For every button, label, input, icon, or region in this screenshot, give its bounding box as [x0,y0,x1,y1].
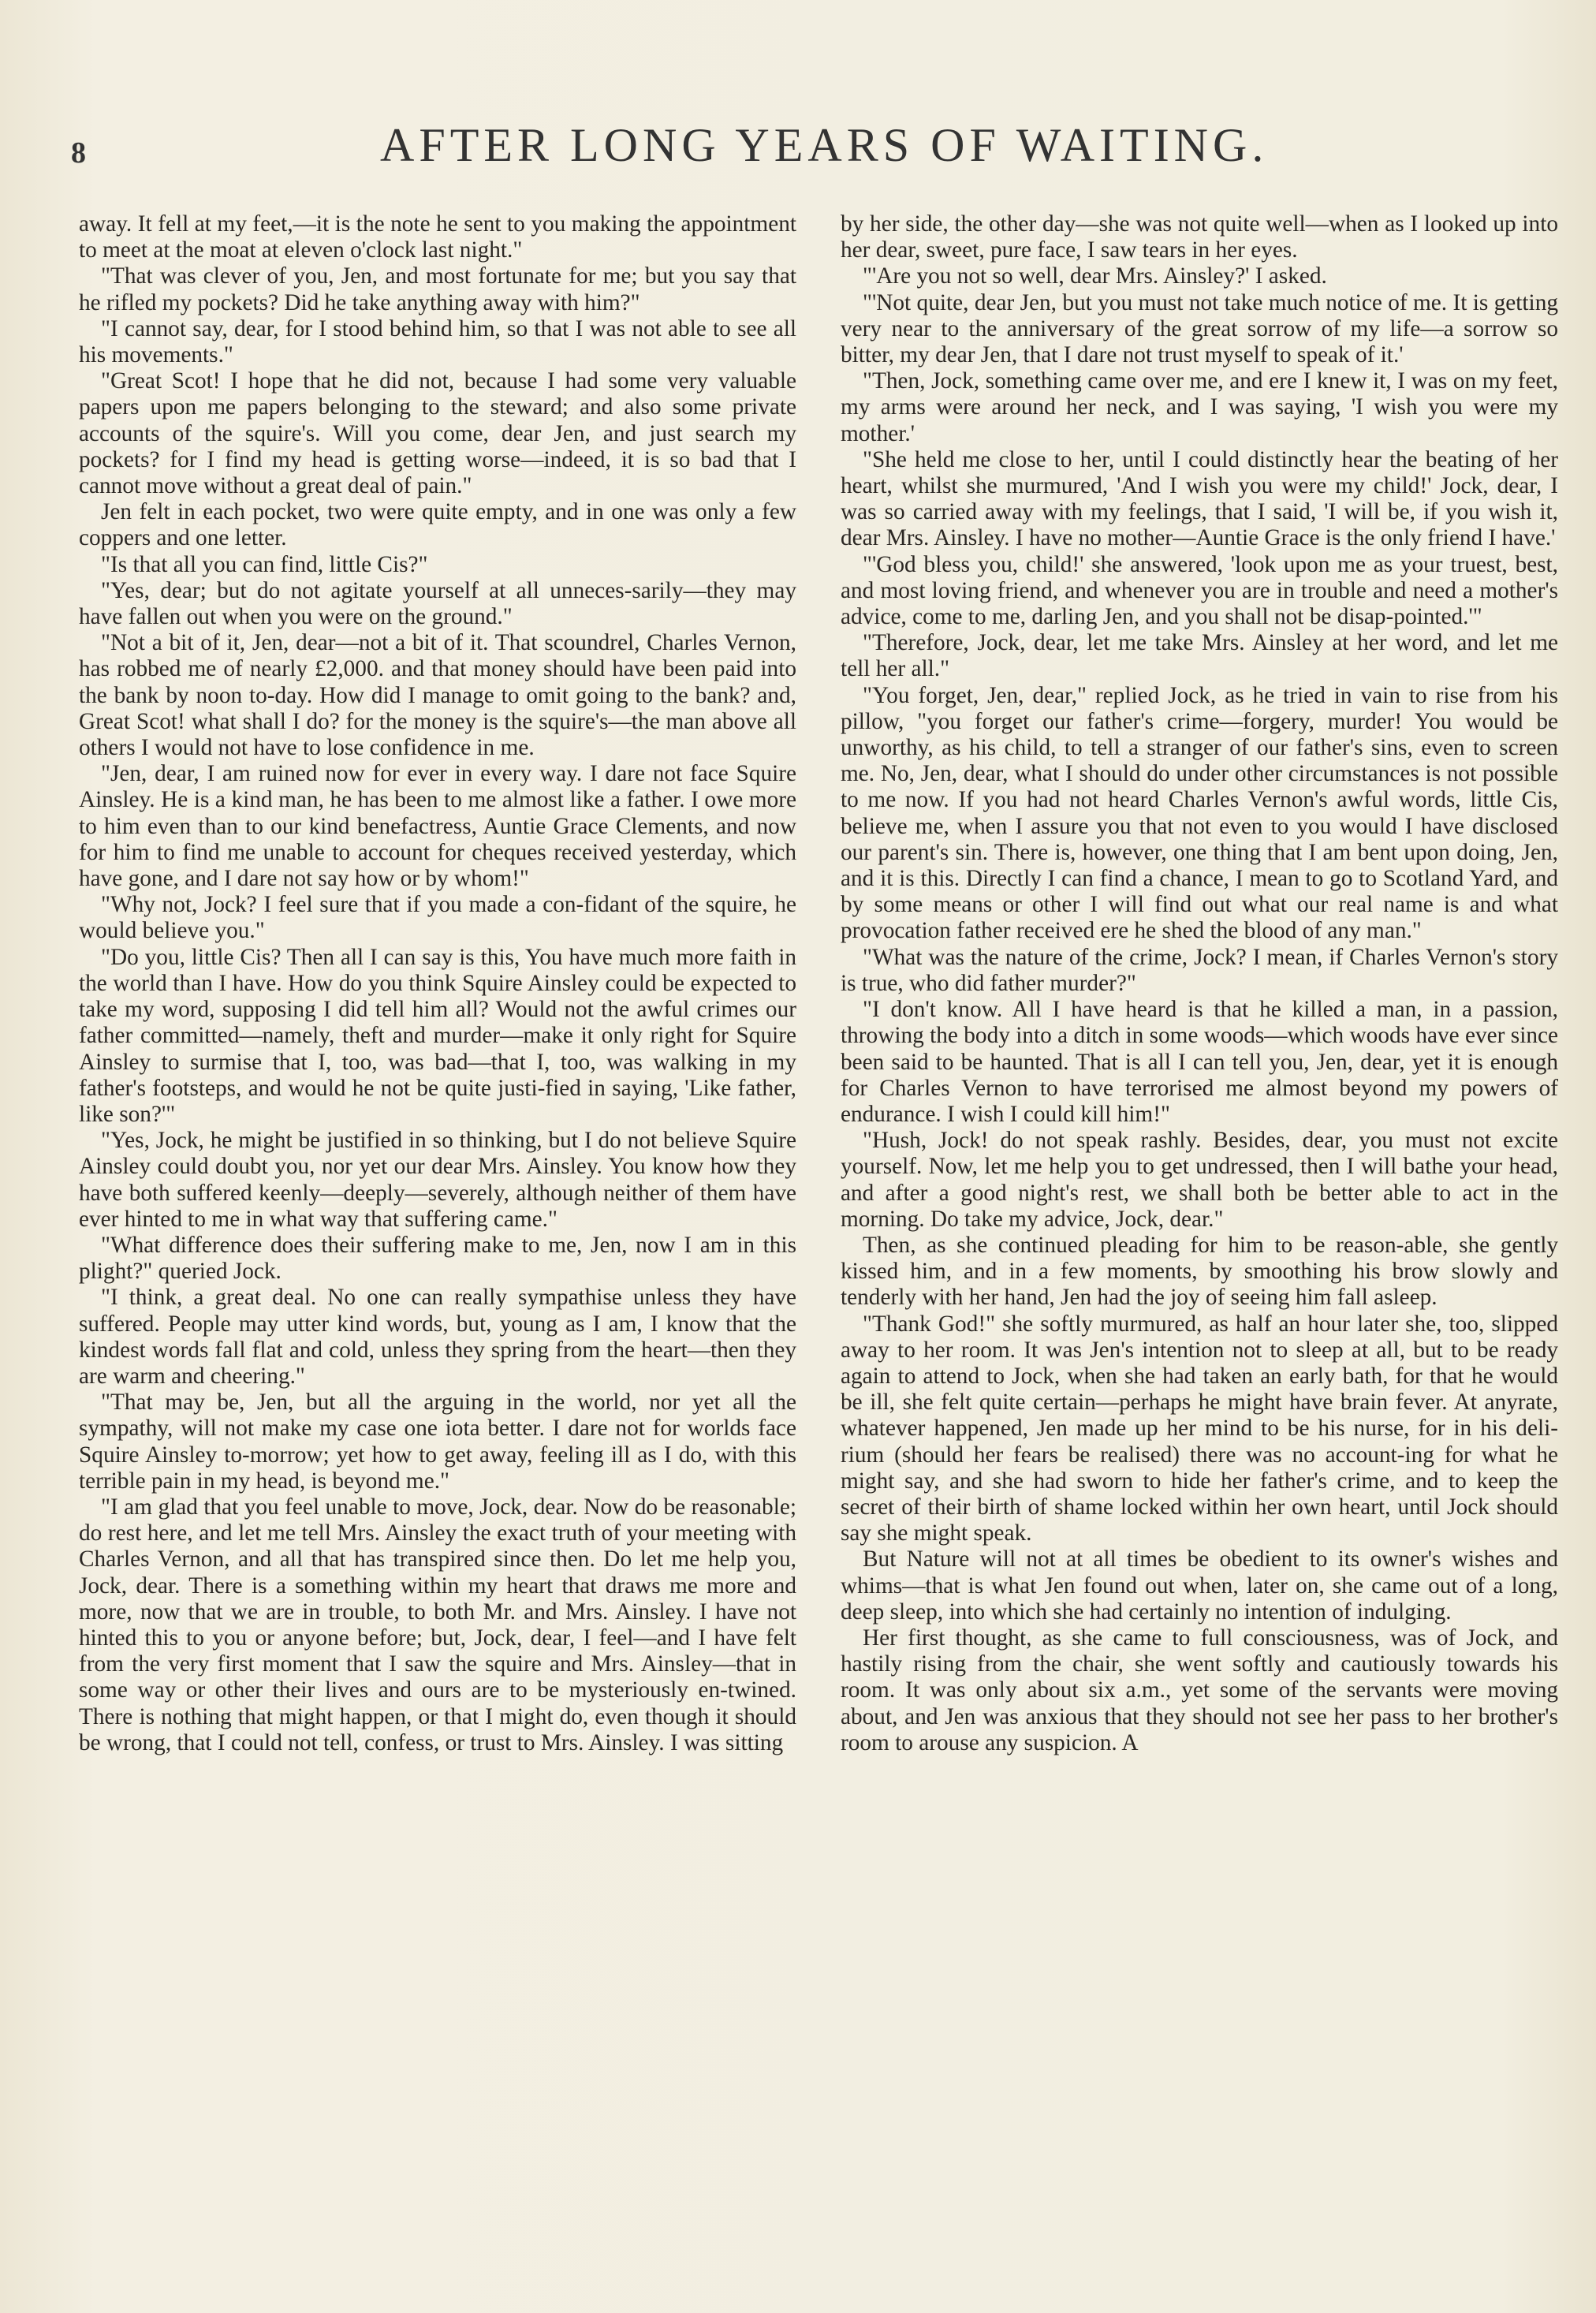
paragraph: But Nature will not at all times be obedient to its owner's wishes and whims—that is what Jen found out when, later on, she came out of a long, deep sleep, into which she had certainly no intention of indulging. [841,1546,1558,1625]
running-header [71,118,1569,181]
paragraph: "Great Scot! I hope that he did not, because I had some very valuable papers upon me papers belonging to the steward; and also some private accounts of the squire's. Will you come, dear Jen, and just search my pockets? for I find my head is getting worse—indeed, it is so bad that I cannot move without a great deal of pain." [79,368,796,499]
paragraph: "That may be, Jen, but all the arguing in the world, nor yet all the sympathy, will not make my case one iota better. I dare not for worlds face Squire Ainsley to-morrow; yet how to get away, feeling ill as I do, with this terrible pain in my head, is beyond me." [79,1390,796,1494]
paragraph: "Do you, little Cis? Then all I can say is this, You have much more faith in the world than I have. How do you think Squire Ainsley could be expected to take my word, supposing I did tell him all? Would not the awful crimes our father committed—namely, theft and murder—make it only right for Squire Ainsley to surmise that I, too, was bad—that I, too, was walking in my father's footsteps, and would he not be quite justi-fied in saying, 'Like father, like son?'" [79,944,796,1127]
paragraph: "I think, a great deal. No one can really sympathise unless they have suffered. People may utter kind words, but, young as I am, I know that the kindest words fall flat and cold, unless they spring from the heart—then they are warm and cheering." [79,1285,796,1389]
paragraph: by her side, the other day—she was not quite well—when as I looked up into her dear, sweet, pure face, I saw tears in her eyes. [841,211,1558,263]
paragraph: "'Are you not so well, dear Mrs. Ainsley?' I asked. [863,263,1327,289]
left-column [79,211,796,1756]
paragraph: "Is that all you can find, little Cis?" [101,551,428,577]
paragraph: "That was clever of you, Jen, and most fortunate for me; but you say that he rifled my pockets? Did he take anything away with him?" [79,263,796,315]
paragraph: "She held me close to her, until I could distinctly hear the beating of her heart, whilst she murmured, 'And I wish you were my child!' Jock, dear, I was so carried away with my feelings, that I said, 'I will be, if you wish it, dear Mrs. Ainsley. I have no mother—Auntie Grace is the only friend I have.' [841,446,1558,551]
paragraph: "Yes, dear; but do not agitate yourself at all unneces-sarily—they may have fallen out when you were on the ground." [79,577,796,630]
paragraph: Her first thought, as she came to full consciousness, was of Jock, and hastily rising from the chair, she went softly and cautiously towards his room. It was only about six a.m., yet some of the servants were moving about, and Jen was anxious that they should not see her pass to her brother's room to arouse any suspicion. A [841,1625,1558,1755]
paragraph: "Why not, Jock? I feel sure that if you made a con-fidant of the squire, he would believe you." [79,892,796,944]
paragraph: "Jen, dear, I am ruined now for ever in every way. I dare not face Squire Ainsley. He is a kind man, he has been to me almost like a father. I owe more to him even than to our kind benefactress, Auntie Grace Clements, and now for him to find me unable to account for cheques received yesterday, which have gone, and I dare not say how or by whom!" [79,761,796,892]
paragraph: "'Not quite, dear Jen, but you must not take much notice of me. It is getting very near to the anniversary of the great sorrow of my life—a sorrow so bitter, my dear Jen, that I dare not trust myself to speak of it.' [841,289,1558,368]
paragraph: "Then, Jock, something came over me, and ere I knew it, I was on my feet, my arms were around her neck, and I was saying, 'I wish you were my mother.' [841,368,1558,446]
paragraph: "What was the nature of the crime, Jock? I mean, if Charles Vernon's story is true, who did father murder?" [841,944,1558,996]
paragraph: "I cannot say, dear, for I stood behind him, so that I was not able to see all his movements." [79,315,796,368]
paragraph: "I am glad that you feel unable to move, Jock, dear. Now do be reasonable; do rest here, and let me tell Mrs. Ainsley the exact truth of your meeting with Charles Vernon, and all that has transpired since then. Do let me help you, Jock, dear. There is a something within my heart that draws me more and more, now that we are in trouble, to both Mr. and Mrs. Ainsley. I have not hinted this to you or anyone before; but, Jock, dear, I feel—and I have felt from the very first moment that I saw the squire and Mrs. Ainsley—that in some way or other their lives and ours are to be mysteriously en-twined. There is nothing that might happen, or that I might do, even though it should be wrong, that I could not tell, confess, or trust to Mrs. Ainsley. I was sitting [79,1494,796,1755]
paragraph: "'God bless you, child!' she answered, 'look upon me as your truest, best, and most loving friend, and whenever you are in trouble and need a mother's advice, come to me, darling Jen, and you shall not be disap-pointed.'" [841,551,1558,630]
right-column [841,211,1558,1756]
paragraph: "I don't know. All I have heard is that he killed a man, in a passion, throwing the body into a ditch in some woods—which woods have ever since been said to be haunted. That is all I can tell you, Jen, dear, yet it is enough for Charles Vernon to have terrorised me almost beyond my powers of endurance. I wish I could kill him!" [841,997,1558,1127]
running-title: AFTER LONG YEARS OF WAITING. [380,119,1269,171]
paragraph: away. It fell at my feet,—it is the note he sent to you making the appointment to meet at the moat at eleven o'clock last night." [79,211,796,263]
paragraph: "What difference does their suffering make to me, Jen, now I am in this plight?" queried Jock. [79,1232,796,1285]
page-number: 8 [71,136,86,170]
paragraph: "You forget, Jen, dear," replied Jock, as he tried in vain to rise from his pillow, "you forget our father's crime—forgery, murder! You would be unworthy, as his child, to tell a stranger of our father's sins, even to screen me. No, Jen, dear, what I should do under other circumstances is not possible to me now. If you had not heard Charles Vernon's awful words, little Cis, believe me, when I assure you that not even to you would I have disclosed our parent's sin. There is, however, one thing that I am bent upon doing, Jen, and it is this. Directly I can find a chance, I mean to go to Scotland Yard, and by some means or other I will find out what our real name is and what provocation father received ere he shed the blood of any man." [841,682,1558,944]
paragraph: Jen felt in each pocket, two were quite empty, and in one was only a few coppers and one letter. [79,499,796,551]
paragraph: "Thank God!" she softly murmured, as half an hour later she, too, slipped away to her room. It was Jen's intention not to sleep at all, but to be ready again to attend to Jock, when she had taken an early bath, for that he would be ill, she felt quite certain—perhaps he might have brain fever. At anyrate, whatever happened, Jen made up her mind to be his nurse, for in his deli-rium (should her fears be realised) there was no account-ing for what he might say, and she had sworn to hide her father's crime, and to keep the secret of their birth of shame locked within her own heart, until Jock should say she might speak. [841,1311,1558,1546]
paragraph: "Not a bit of it, Jen, dear—not a bit of it. That scoundrel, Charles Vernon, has robbed me of nearly £2,000. and that money should have been paid into the bank by noon to-day. How did I manage to omit going to the bank? and, Great Scot! what shall I do? for the money is the squire's—the man above all others I would not have to lose confidence in me. [79,630,796,761]
paragraph: "Yes, Jock, he might be justified in so thinking, but I do not believe Squire Ainsley could doubt you, nor yet our dear Mrs. Ainsley. You know how they have both suffered keenly—deeply—severely, although neither of them have ever hinted to me in what way that suffering came." [79,1128,796,1232]
paragraph: Then, as she continued pleading for him to be reason-able, she gently kissed him, and in a few moments, by smoothing his brow slowly and tenderly with her hand, Jen had the joy of seeing him fall asleep. [841,1232,1558,1311]
paragraph: "Hush, Jock! do not speak rashly. Besides, dear, you must not excite yourself. Now, let me help you to get undressed, then I will bathe your head, and after a good night's rest, we shall both be better able to act in the morning. Do take my advice, Jock, dear." [841,1128,1558,1232]
paragraph: "Therefore, Jock, dear, let me take Mrs. Ainsley at her word, and let me tell her all." [841,630,1558,682]
